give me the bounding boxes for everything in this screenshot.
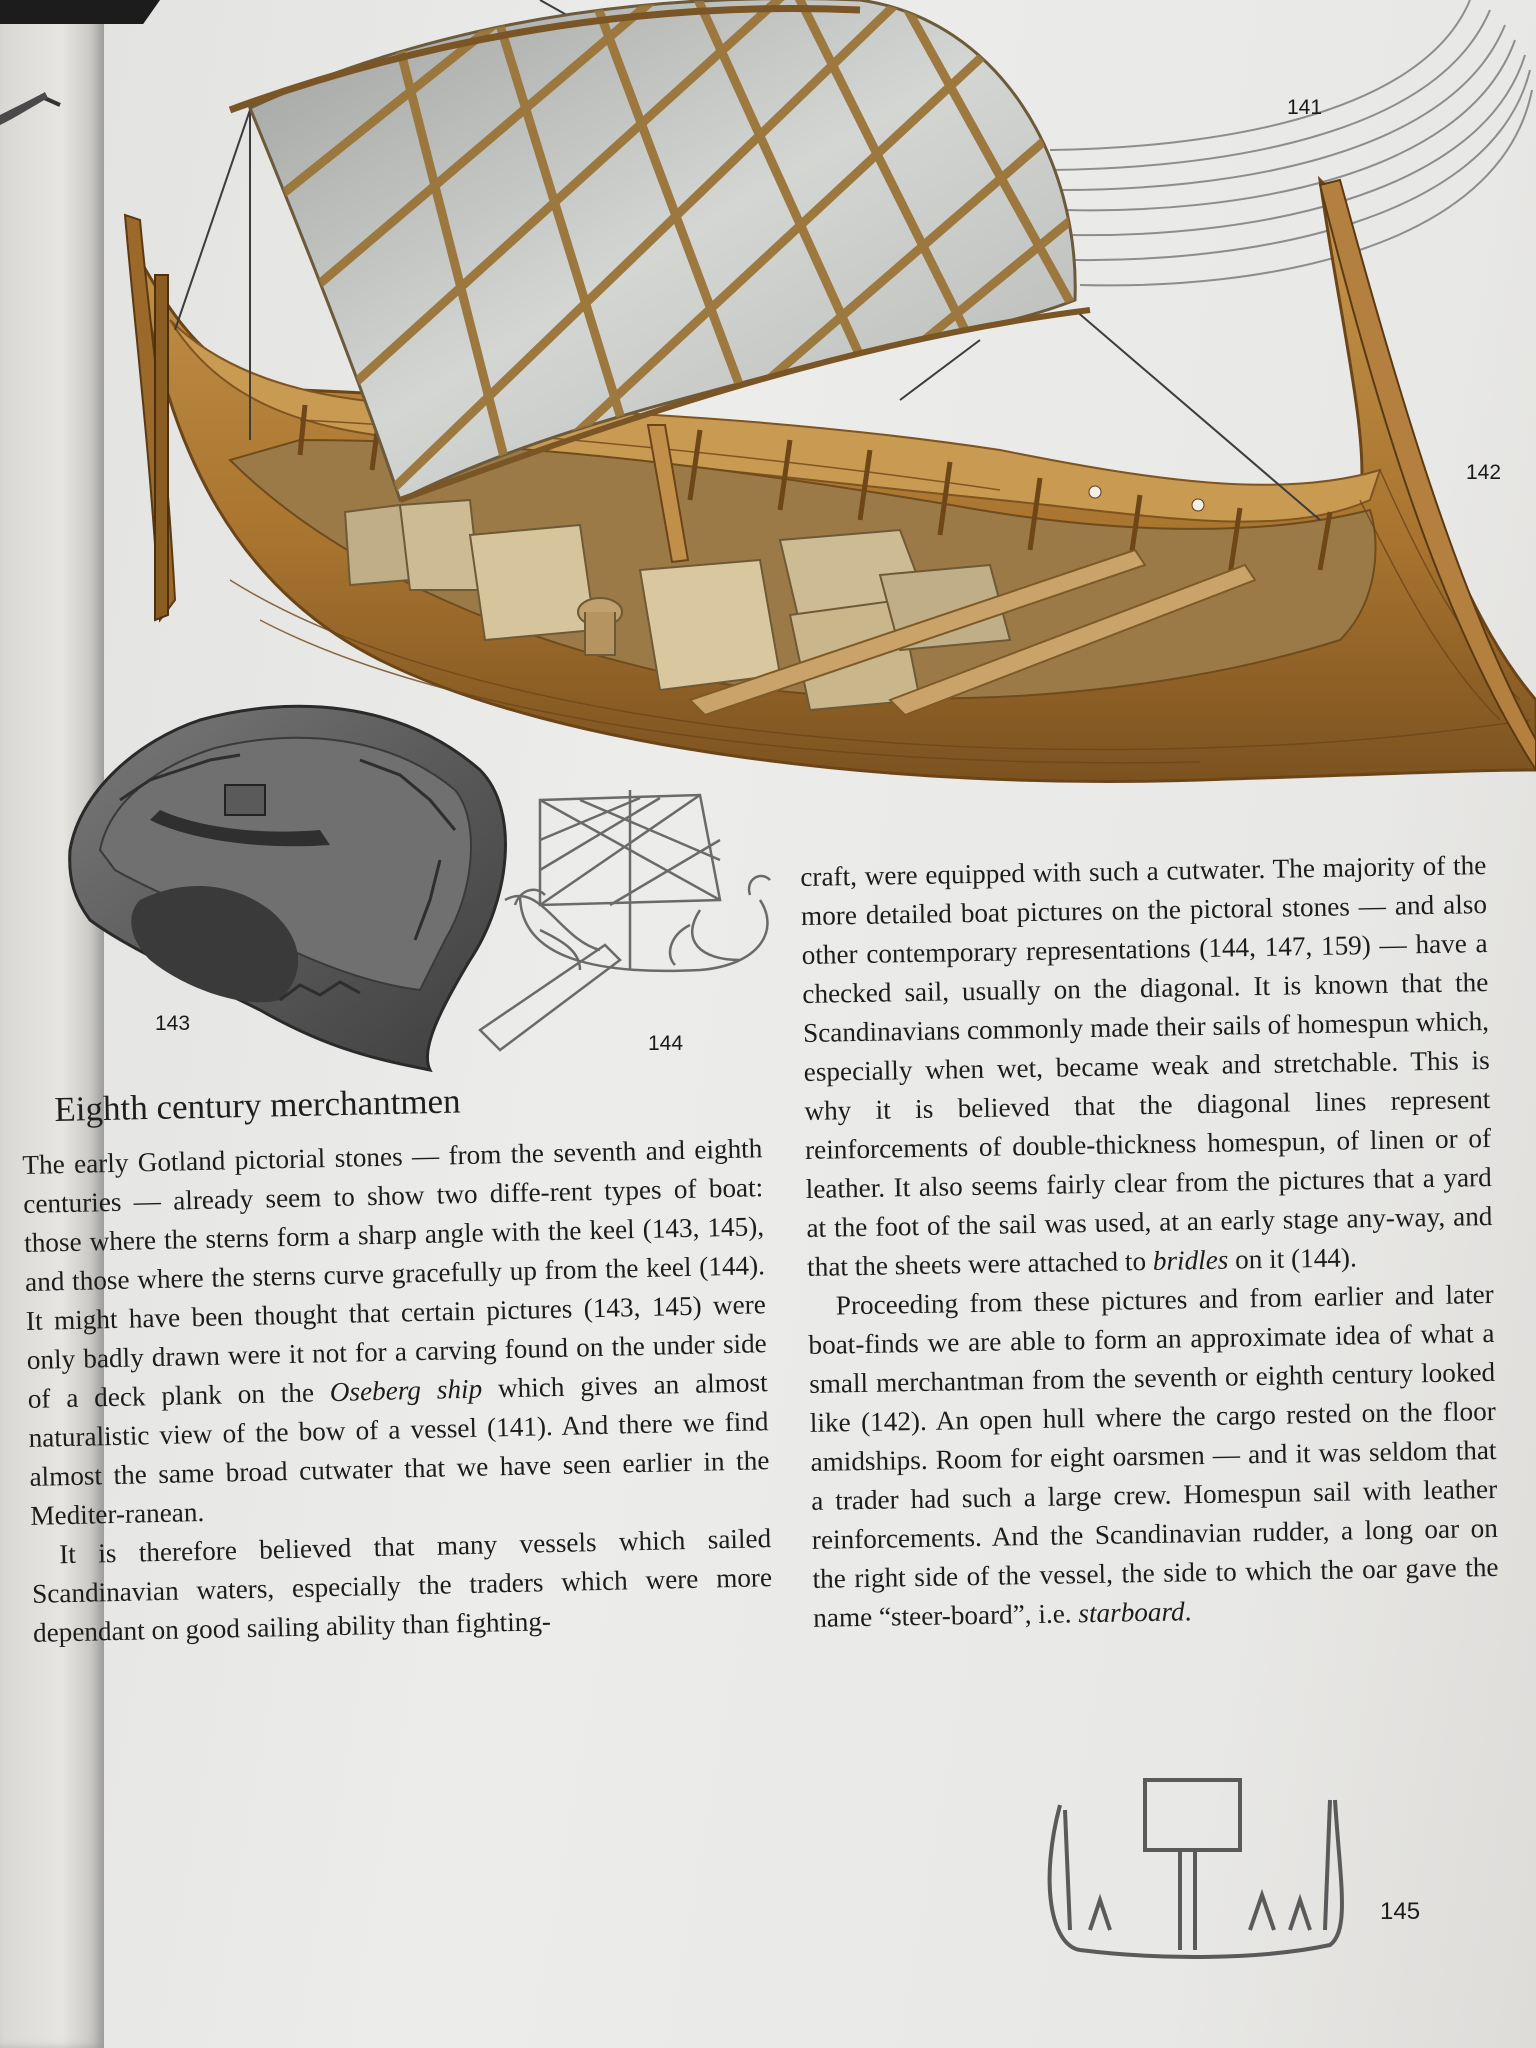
right-paragraph-1: craft, were equipped with such a cutwater. The majority of the more detailed boat pictures on the pictoral stones — and also other contemporary representations (144, 147, 159) — have a checked sail, usually on the diagonal. It is known that the Scandinavians commonly made their sails of homespun which, especially when wet, became weak and stretchable. This is why it is believed that the diagonal lines represent reinforcements of double-thickness homespun, of linen or of leather. It also seems fairly clear from the pictures that a yard at the foot of the sail was used, at an early stage any-way, and that the sheets were attached to bridles on it (144). (800, 850, 1493, 1282)
figure-label-141: 141 (1287, 96, 1323, 119)
right-text-column (800, 846, 1500, 1638)
italic-bridles: bridles (1152, 1244, 1229, 1276)
figure-145-drawing (1050, 1780, 1342, 1957)
right-paragraph-2: Proceeding from these pictures and from earlier and later boat-finds we are able to form an approximate idea of what a small merchantman from the seventh or eighth century looked like (142). An open hull where the cargo rested on the floor amidships. Room for eight oarsmen — and it was seldom that a trader had such a large crew. Homespun sail with leather reinforcements. And the Scandinavian rudder, a long oar on the right side of the vessel, the side to which the oar gave the name “steer-board”, i.e. starboard. (808, 1278, 1499, 1633)
figure-label-143: 143 (155, 1012, 191, 1035)
left-edge-fragment (0, 92, 48, 125)
figure-141-drawing (1050, 0, 1532, 285)
left-text-column (22, 1129, 773, 1653)
italic-starboard: starboard (1078, 1596, 1185, 1629)
italic-oseberg-ship: Oseberg ship (329, 1373, 483, 1408)
figure-label-145: 145 (1380, 1898, 1421, 1925)
figure-142-ship (125, 0, 1536, 782)
figure-label-142: 142 (1466, 461, 1502, 484)
figure-144-drawing (480, 790, 770, 1050)
left-paragraph-2: It is therefore believed that many vessels which sailed Scandinavian waters, especially the traders which were more dependant on good sailing ability than fighting- (31, 1523, 773, 1648)
figure-label-144: 144 (648, 1032, 684, 1055)
left-paragraph-1: The early Gotland pictorial stones — from the seventh and eighth centuries — already seem to show two diffe-rent types of boat: those where the sterns form a sharp angle with the keel (143, 145), and those where the sterns curve gracefully up from the keel (144). It might have been thought that certain pictures (143, 145) were only badly drawn were it not for a carving found on the under side of a deck plank on the Oseberg ship which gives an almost naturalistic view of the bow of a vessel (141). And there we find almost the same broad cutwater that we have seen earlier in the Mediter-ranean. (22, 1133, 770, 1531)
section-heading: Eighth century merchantmen (54, 1081, 461, 1129)
